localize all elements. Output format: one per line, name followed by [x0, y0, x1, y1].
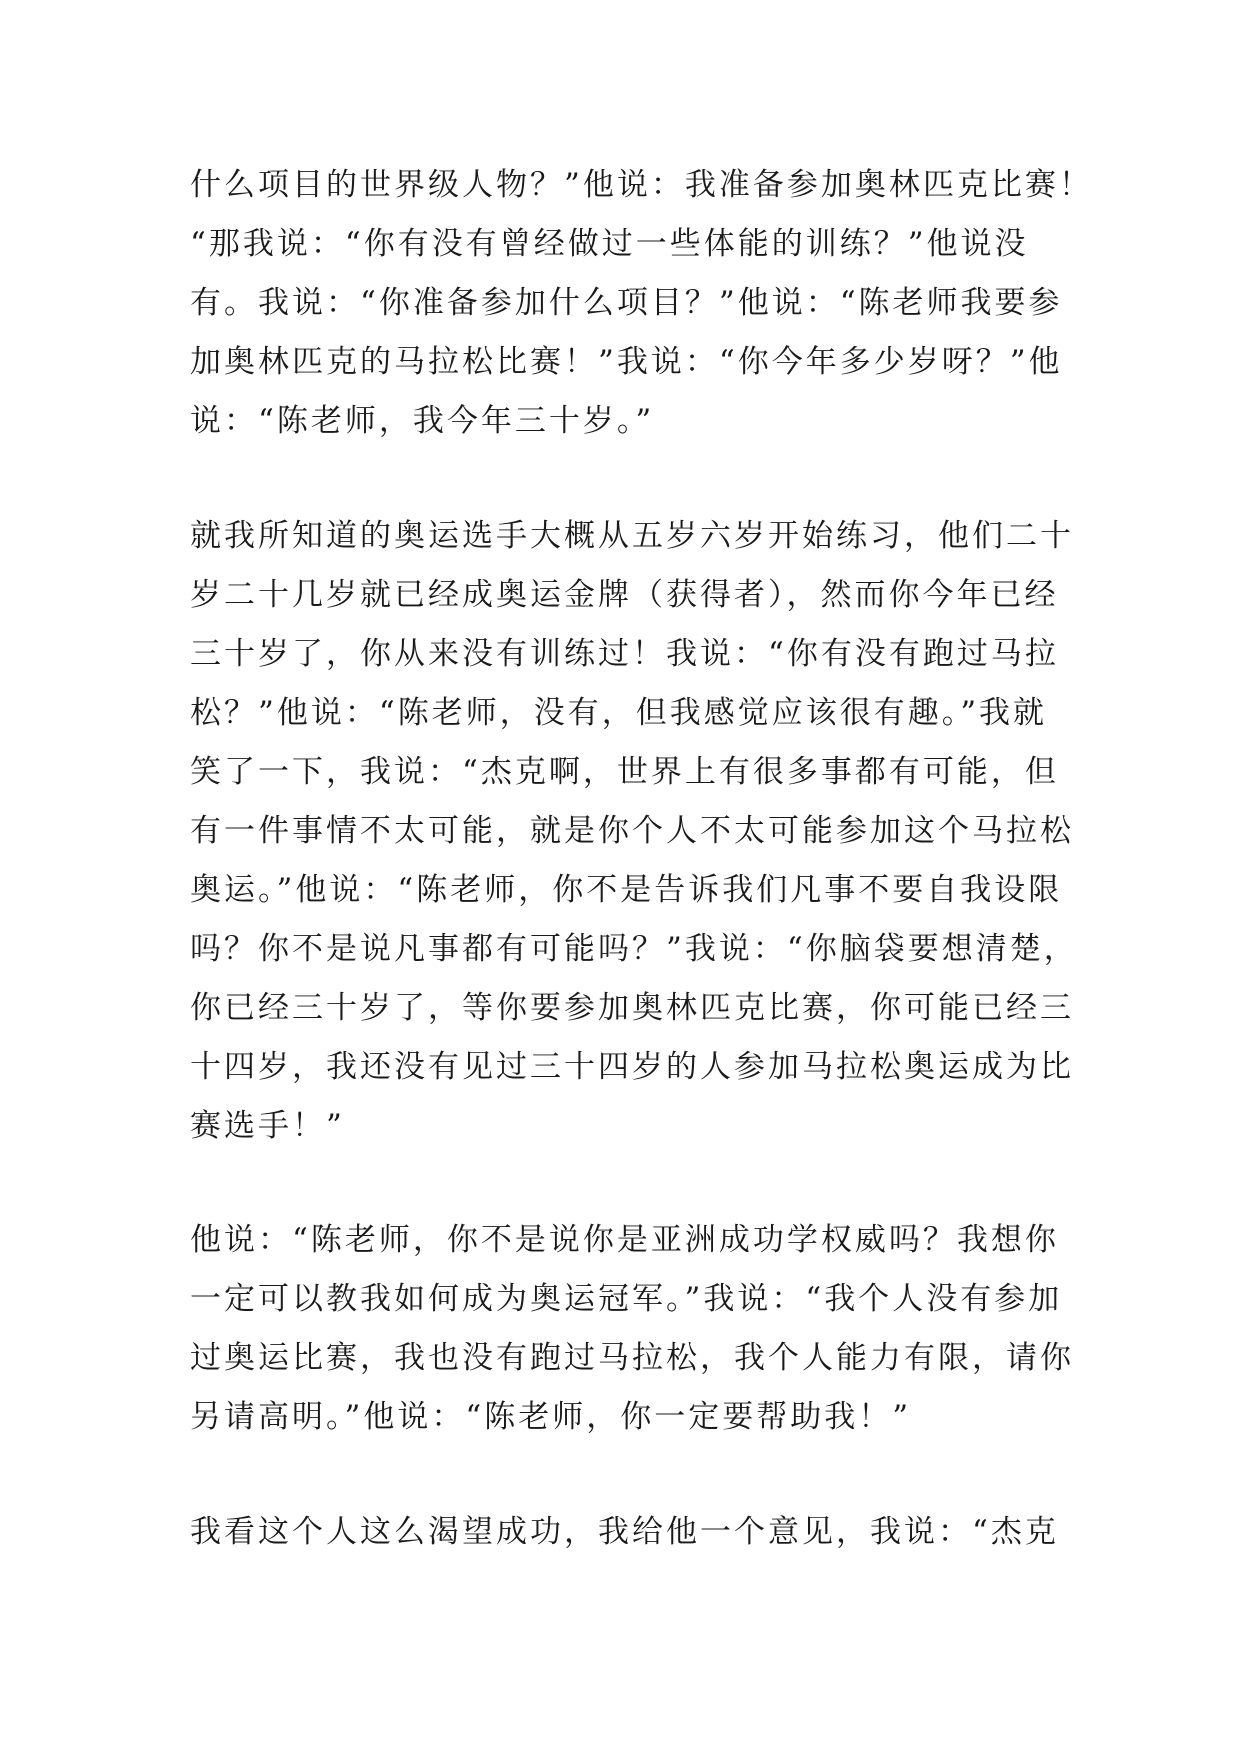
- text-line: 笑了一下，我说：“杰克啊，世界上有很多事都有可能，但: [190, 754, 1059, 790]
- text-line: 另请高明。”他说：“陈老师，你一定要帮助我！”: [190, 1399, 912, 1435]
- text-line: 你已经三十岁了，等你要参加奥林匹克比赛，你可能已经三: [190, 990, 1074, 1026]
- text-line: 他说：“陈老师，你不是说你是亚洲成功学权威吗？我想你: [190, 1222, 1059, 1258]
- text-line: 一定可以教我如何成为奥运冠军。”我说：“我个人没有参加: [190, 1281, 1063, 1317]
- text-line: 松？”他说：“陈老师，没有，但我感觉应该很有趣。”我就: [190, 695, 1048, 731]
- paragraph-4: [190, 1503, 1060, 1562]
- text-line: 十四岁，我还没有见过三十四岁的人参加马拉松奥运成为比: [190, 1049, 1074, 1085]
- text-line: 奥运。”他说：“陈老师，你不是告诉我们凡事不要自我设限: [190, 872, 1063, 908]
- paragraph-2: [190, 507, 1078, 1156]
- text-line: 就我所知道的奥运选手大概从五岁六岁开始练习，他们二十: [190, 518, 1074, 554]
- text-line: 说：“陈老师，我今年三十岁。”: [190, 403, 655, 439]
- text-line: 有一件事情不太可能，就是你个人不太可能参加这个马拉松: [190, 813, 1074, 849]
- text-line: 什么项目的世界级人物？”他说：我准备参加奥林匹克比赛！: [190, 167, 1093, 203]
- text-line: 赛选手！”: [190, 1108, 345, 1144]
- text-line: 吗？你不是说凡事都有可能吗？”我说：“你脑袋要想清楚，: [190, 931, 1078, 967]
- paragraph-3: [190, 1211, 1074, 1447]
- text-line: 三十岁了，你从来没有训练过！我说：“你有没有跑过马拉: [190, 636, 1059, 672]
- text-line: “那我说：“你有没有曾经做过一些体能的训练？”他说没: [190, 226, 1029, 262]
- text-line: 我看这个人这么渴望成功，我给他一个意见，我说：“杰克: [190, 1514, 1059, 1550]
- paragraph-1: [190, 156, 1093, 451]
- text-line: 有。我说：“你准备参加什么项目？”他说：“陈老师我要参: [190, 285, 1063, 321]
- text-line: 加奥林匹克的马拉松比赛！”我说：“你今年多少岁呀？”他: [190, 344, 1063, 380]
- text-line: 过奥运比赛，我也没有跑过马拉松，我个人能力有限，请你: [190, 1340, 1074, 1376]
- text-line: 岁二十几岁就已经成奥运金牌（获得者），然而你今年已经: [190, 577, 1059, 613]
